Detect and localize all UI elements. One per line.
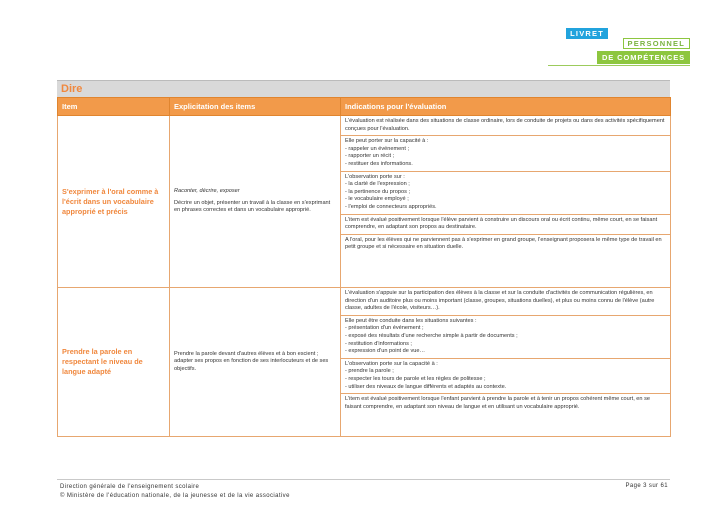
indications-cell bbox=[341, 288, 671, 437]
list-item: - respecter les tours de parole et les règles de politesse ; bbox=[345, 376, 666, 384]
indication-list bbox=[345, 325, 666, 355]
footer-credits bbox=[60, 483, 290, 500]
item-cell bbox=[58, 116, 170, 288]
indication-block bbox=[341, 136, 670, 171]
table-header-row bbox=[58, 98, 671, 116]
indication-block: L'évaluation s'appuie sur la participation des élèves à la classe et sur la conduite d'activités de communication régulières, en direction d'un auditoire plus ou moins important (classe, groupes, situations duelles), et plus ou moins connu de l'élève (autre classe, adultes de l'école, visiteurs…). bbox=[341, 288, 670, 316]
list-item: - prendre la parole ; bbox=[345, 368, 666, 376]
indication-block bbox=[341, 316, 670, 359]
indication-block: A l'oral, pour les élèves qui ne parviennent pas à s'exprimer en grand groupe, l'enseignant proposera le même type de travail en petit groupe et si nécessaire en situation duelle. bbox=[345, 236, 662, 251]
list-item: - rappeler un événement ; bbox=[345, 146, 666, 154]
explicitation-cell bbox=[170, 116, 341, 288]
indication-intro: L'observation porte sur la capacité à : bbox=[345, 360, 438, 367]
indication-intro: Elle peut être conduite dans les situations suivantes : bbox=[345, 317, 477, 324]
indication-block bbox=[341, 359, 670, 394]
header-item: Item bbox=[58, 98, 170, 116]
indication-list bbox=[345, 368, 666, 391]
table-row bbox=[58, 116, 671, 288]
page-number: Page 3 sur 61 bbox=[625, 483, 668, 489]
logo-underline bbox=[548, 65, 690, 66]
list-item: - la pertinence du propos ; bbox=[345, 189, 666, 197]
logo-line-1: LIVRET bbox=[566, 28, 608, 39]
table-row bbox=[58, 288, 671, 437]
livret-logo bbox=[570, 28, 690, 73]
explicitation-keywords: Raconter, décrire, exposer bbox=[174, 188, 240, 195]
indication-block: L'évaluation est réalisée dans des situations de classe ordinaire, lors de conduite de projets ou dans des activités spécifiquement conçues pour l'évaluation. bbox=[341, 116, 670, 136]
list-item: - restitution d'informations ; bbox=[345, 341, 666, 349]
list-item: - le vocabulaire employé ; bbox=[345, 196, 666, 204]
list-item: - la clarté de l'expression ; bbox=[345, 181, 666, 189]
indication-list bbox=[345, 181, 666, 211]
list-item: - expression d'un point de vue… bbox=[345, 348, 666, 356]
list-item: - présentation d'un événement ; bbox=[345, 325, 666, 333]
logo-line-2: PERSONNEL bbox=[623, 38, 690, 49]
evaluation-table bbox=[57, 97, 671, 437]
item-cell bbox=[58, 288, 170, 437]
item-label: S'exprimer à l'oral comme à l'écrit dans un vocabulaire approprié et précis bbox=[62, 186, 159, 216]
explicitation-cell bbox=[170, 288, 341, 437]
list-item: - rapporter un récit ; bbox=[345, 153, 666, 161]
header-explicitation: Explicitation des items bbox=[170, 98, 341, 116]
indications-cell bbox=[341, 116, 671, 288]
explicitation-text: Décrire un objet, présenter un travail à la classe en s'exprimant en phrases correctes et dans un vocabulaire approprié. bbox=[174, 199, 331, 214]
section-title: Dire bbox=[57, 80, 670, 97]
header-indications: Indications pour l'évaluation bbox=[341, 98, 671, 116]
indication-block bbox=[341, 172, 670, 215]
indication-block: L'item est évalué positivement lorsque l'élève parvient à construire un discours oral ou écrit continu, même court, en se faisant comprendre, en adaptant son propos au destinataire. bbox=[341, 215, 670, 235]
item-label: Prendre la parole en respectant le niveau de langue adapté bbox=[62, 347, 143, 376]
list-item: - utiliser des niveaux de langue différents et adaptés au contexte. bbox=[345, 384, 666, 392]
indication-block: L'item est évalué positivement lorsque l'enfant parvient à prendre la parole et à tenir un propos cohérent même court, en se faisant comprendre, en adaptant son niveau de langue et en utilisant un vocabulaire approprié. bbox=[345, 396, 650, 410]
indication-intro: L'observation porte sur : bbox=[345, 173, 405, 180]
footer-line-1: Direction générale de l'enseignement scolaire bbox=[60, 484, 200, 490]
indication-list bbox=[345, 146, 666, 169]
list-item: - exposé des résultats d'une recherche simple à partir de documents ; bbox=[345, 333, 666, 341]
list-item: - l'emploi de connecteurs appropriés. bbox=[345, 204, 666, 212]
explicitation-text: Prendre la parole devant d'autres élèves et à bon escient ; adapter ses propos en fonction de ses interlocuteurs et de ses objectifs. bbox=[174, 350, 329, 372]
indication-intro: Elle peut porter sur la capacité à : bbox=[345, 138, 429, 145]
logo-line-3: DE COMPÉTENCES bbox=[597, 51, 690, 64]
list-item: - restituer des informations. bbox=[345, 161, 666, 169]
footer-divider bbox=[57, 479, 670, 480]
footer-line-2: © Ministère de l'éducation nationale, de la jeunesse et de la vie associative bbox=[60, 492, 290, 499]
